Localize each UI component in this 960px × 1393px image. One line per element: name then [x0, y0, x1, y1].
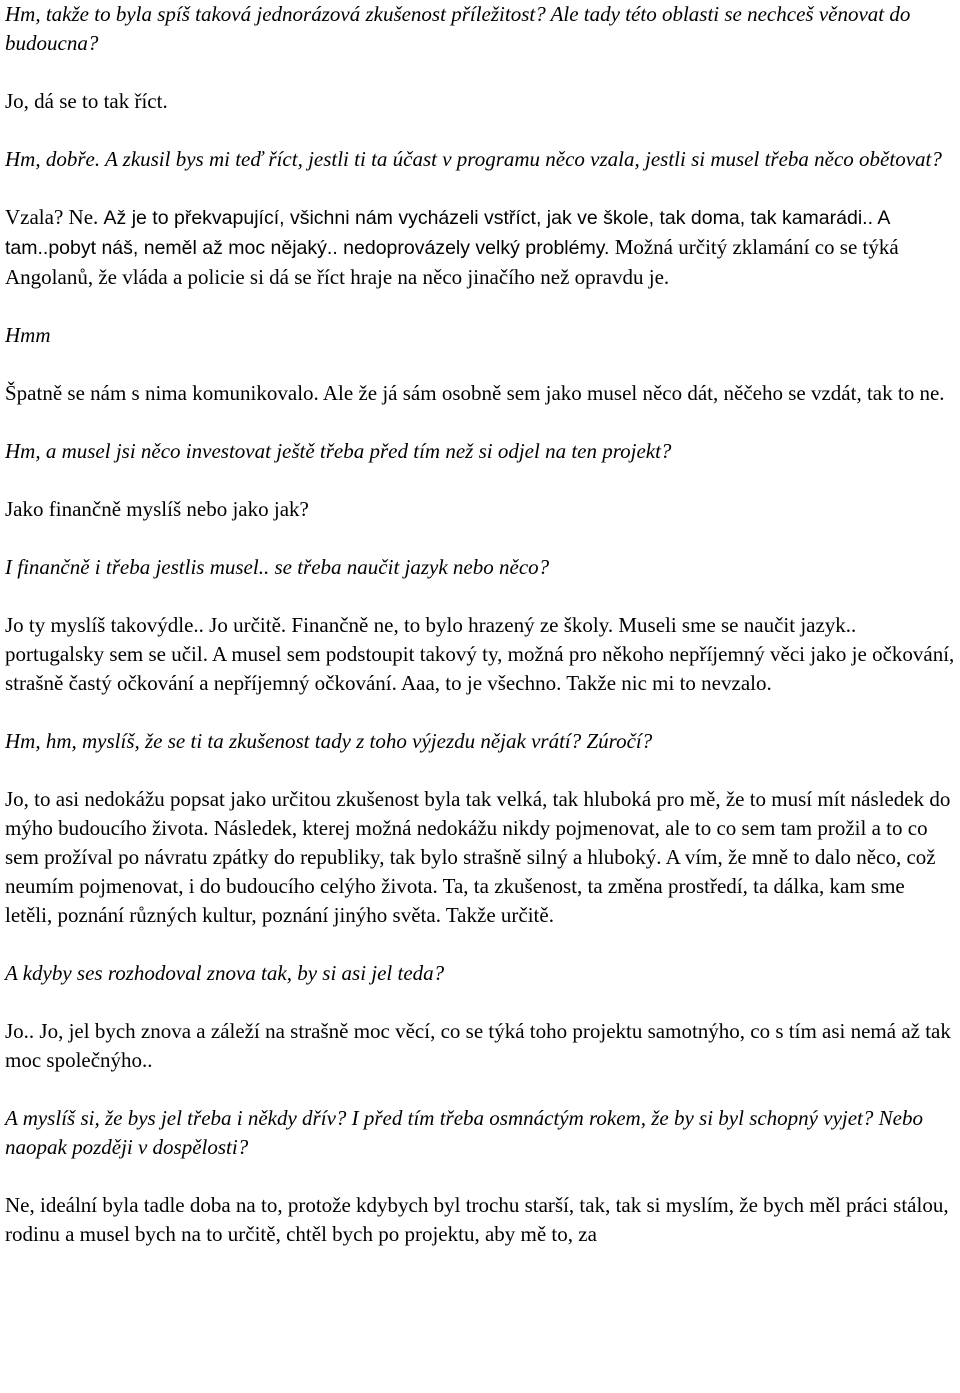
interviewer-question: Hm, a musel jsi něco investovat ještě třeba před tím než si odjel na ten projekt? — [5, 439, 672, 463]
transcript-page — [5, 0, 955, 1278]
interviewer-question: Hm, hm, myslíš, že se ti ta zkušenost tady z toho výjezdu nějak vrátí? Zúročí? — [5, 729, 653, 753]
respondent-answer: Ne, ideální byla tadle doba na to, protože kdybych byl trochu starší, tak, tak si myslím, že bych měl práci stálou, rodinu a musel bych na to určitě, chtěl bych po projektu, aby mě to, za — [5, 1193, 949, 1246]
respondent-answer: Jo ty myslíš takovýdle.. Jo určitě. Finančně ne, to bylo hrazený ze školy. Museli sme se naučit jazyk.. portugalsky sem se učil. A musel sem podstoupit takový ty, možná pro někoho nepříjemný věci jako je očkování, strašně častý očkování a nepříjemný očkování. Aaa, to je všechno. Takže nic mi to nevzalo. — [5, 613, 955, 695]
interviewer-question: A kdyby ses rozhodoval znova tak, by si asi jel teda? — [5, 961, 445, 985]
interviewer-question: Hmm — [5, 323, 51, 347]
answer-text: Špatně se nám s nima komunikovalo. — [5, 381, 319, 405]
answer-text: Až je to překvapující, všichni nám vycházeli vstříct, jak ve škole, tak doma, tak kamarádi.. A tam..pobyt náš, neměl až moc nějaký.. nedoprovázely velký problémy. — [5, 207, 890, 259]
respondent-answer: Jako finančně myslíš nebo jako jak? — [5, 497, 309, 521]
interviewer-question: Hm, dobře. A zkusil bys mi teď říct, jestli ti ta účast v programu něco vzala, jestli si musel třeba něco obětovat? — [5, 147, 942, 171]
respondent-answer — [5, 203, 955, 292]
interviewer-question: Hm, takže to byla spíš taková jednorázová zkušenost příležitost? Ale tady této oblasti se nechceš věnovat do budoucna? — [5, 2, 911, 55]
answer-text: Možná určitý zklamání co se týká Angolanů, že vláda a policie si dá se říct hraje na něco jinačího než opravdu je. — [5, 235, 899, 289]
respondent-answer: Jo, to asi nedokážu popsat jako určitou zkušenost byla tak velká, tak hluboká pro mě, že to musí mít následek do mýho budoucího života. Následek, kterej možná nedokážu nikdy pojmenovat, ale to co sem tam prožil a to co sem prožíval po návratu zpátky do republiky, tak bylo strašně silný a hluboký. A vím, že mně to dalo něco, což neumím pojmenovat, i do budoucího celýho života. Ta, ta zkušenost, ta změna prostředí, ta dálka, kam sme letěli, poznání různých kultur, poznání jinýho světa. Takže určitě. — [5, 787, 951, 927]
interviewer-question: I finančně i třeba jestlis musel.. se třeba naučit jazyk nebo něco? — [5, 555, 550, 579]
respondent-answer: Jo.. Jo, jel bych znova a záleží na strašně moc věcí, co se týká toho projektu samotnýho, co s tím asi nemá až tak moc společnýho.. — [5, 1019, 951, 1072]
answer-text: Ale že já sám osobně sem jako musel něco dát, něčeho se vzdát, tak to ne. — [318, 381, 945, 405]
interviewer-question: A myslíš si, že bys jel třeba i někdy dřív? I před tím třeba osmnáctým rokem, že by si byl schopný vyjet? Nebo naopak později v dospělosti? — [5, 1106, 923, 1159]
respondent-answer: Jo, dá se to tak říct. — [5, 89, 168, 113]
answer-text: Vzala? Ne. — [5, 205, 104, 229]
respondent-answer — [5, 379, 955, 408]
